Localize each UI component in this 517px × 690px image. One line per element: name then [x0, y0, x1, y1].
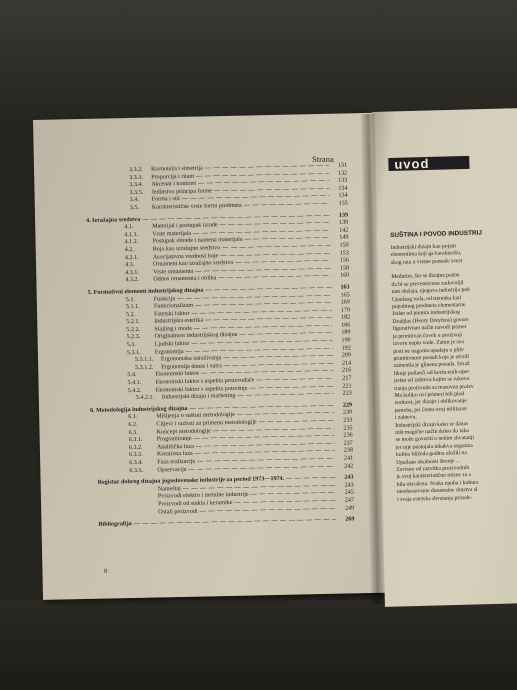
toc-entry-page: 245 — [344, 489, 354, 496]
toc-entry-title: Asocijativna vrednost boje — — — — [153, 250, 331, 261]
toc-entry-title: Mišljenja o suštini metodologije — — — — [156, 410, 334, 421]
text-line: realnost, jer dizajn i oblikovanje — [394, 398, 467, 407]
toc-entry-number: 5.3.1.1. — [134, 356, 154, 364]
toc-entry-page: 133 — [338, 177, 348, 184]
toc-entry-page: 269 — [345, 516, 355, 523]
toc-entry-title: Estetski faktor — — — — [154, 308, 332, 319]
toc-entry-title: Analitička faza — — — — [157, 441, 335, 452]
toc-entry-title: Forma i stil — — — — [152, 193, 330, 204]
section-heading: SUŠTINA I POVOD INDUSTRIJ — [390, 229, 483, 240]
toc-entry-title: Ornament kao izražajno sredstvo — — — — [153, 258, 331, 269]
toc-entry-title: Ekonomski faktor — — — — [155, 368, 333, 379]
toc-entry-number: 5.3.1. — [126, 349, 141, 356]
text-line: potreba, pri čemu ovaj utilitaran — [394, 405, 467, 414]
toc-entry-number — [130, 498, 158, 499]
text-line: likuje poliaeči od koriscenih-oper — [393, 368, 470, 377]
toc-entry-title: Materijal i postupak izrade — — — — [152, 220, 330, 231]
toc-entry-page: 216 — [342, 367, 352, 375]
text-line: i svaja estetska shvatanja prirode. — [397, 494, 473, 503]
toc-entry-page: 139 — [339, 219, 349, 226]
toc-entry-number: 4.1. — [124, 224, 134, 231]
toc-entry-number: 3.3.5. — [129, 189, 144, 196]
text-line: pojedinog predmeta elementarne — [392, 302, 466, 311]
toc-entry-title: Opservacija — — — — [157, 463, 335, 474]
toc-entry-number: 4.2. — [124, 246, 134, 254]
text-line: se može govoriti o nekim shvatanji — [395, 435, 475, 444]
toc-entry-page: 163 — [340, 284, 350, 291]
toc-entry-title: Ljudski faktor — — — — [155, 338, 333, 349]
text-line: skog rata u vreme pomaže svest — [390, 257, 463, 266]
text-line: je primitivan čovek u proizvoji — [392, 331, 463, 340]
toc-entry-number: 4.3.1. — [125, 269, 139, 276]
toc-entry-title: Ergonomija danas i sutra — — — — [161, 361, 333, 372]
toc-entry-page: 142 — [339, 227, 349, 234]
text-line: Industrijski dizajn kao pojam — [390, 243, 457, 251]
toc-entry-page: 179 — [340, 307, 351, 314]
toc-entry-page: 235 — [343, 425, 353, 432]
toc-entry-number: 5.1. — [125, 296, 135, 303]
toc-entry-page: 189 — [341, 329, 351, 337]
toc-entry-title: Industrijska estetika — — — — [154, 315, 332, 326]
toc-entry-number — [130, 513, 158, 514]
text-line: Upadaog roda, od trenutka kad — [391, 294, 462, 303]
text-line: Jedan od pionira industrijskog — [392, 309, 460, 318]
text-line: primitivnom posudi koja je otvrdl — [393, 353, 470, 362]
toc-entry-number: 5.4.1. — [127, 379, 142, 387]
toc-entry-page: 242 — [344, 463, 354, 470]
text-line: bila okrožena. Svaka epoha i kultura — [396, 479, 479, 488]
toc-entry-title: Ekonomski faktor s aspekta potrošnje — — — — [156, 383, 334, 394]
table-of-contents — [85, 163, 355, 530]
toc-entry-number: 3.3.3. — [129, 174, 143, 181]
text-line: elementima koji ga karakterišu, — [390, 250, 462, 259]
toc-entry-title: Proizvodi elektro i metalne industrije — — — — [158, 490, 336, 501]
toc-entry-title: Boja kao izražajno sredstvo — — — — [153, 243, 331, 254]
toc-entry-page: 243 — [344, 482, 354, 489]
toc-entry-number: 6.1. — [128, 414, 138, 421]
text-line: Industrijski dizajn kako se danas — [395, 420, 469, 429]
toc-entry-page: 238 — [343, 447, 354, 455]
toc-entry-page: 230 — [342, 409, 353, 417]
toc-entry-number: 4. — [86, 217, 91, 224]
toc-entry-page: 214 — [341, 360, 352, 367]
toc-entry-number: 3.3.4. — [129, 181, 144, 189]
toc-entry-page: 223 — [342, 390, 352, 397]
toc-entry-number: 5.1.1. — [125, 303, 140, 311]
toc-entry-title: Originalnost industrijskog dizajna — — — — [154, 330, 332, 341]
toc-entry-title: Izražajna sredstva — — — — [92, 212, 330, 225]
toc-entry-number — [130, 505, 158, 506]
toc-entry-title: Akcenat i kontrast — — — — [151, 178, 329, 189]
right-page-content — [388, 146, 517, 504]
toc-entry-number: 4.3.2. — [125, 277, 140, 284]
text-line: Međutim, što se dizajna pozna — [391, 272, 460, 281]
text-line: Zavisno od razvitka proizvodnih — [396, 464, 470, 473]
toc-entry-page: 221 — [342, 383, 352, 390]
toc-entry-number: 4.1.1. — [124, 231, 139, 238]
toc-entry-page: 186 — [341, 322, 351, 329]
toc-entry-title: Ergonomija — — — — [155, 346, 333, 357]
text-line: jedan od zahteva kojim se rukovo — [393, 376, 470, 385]
toc-entry-title: Funkcija — — — — [154, 292, 332, 303]
text-line: da bi se prevenstveno zadovoljil — [391, 279, 464, 288]
toc-entry-number: 4.2.1. — [124, 254, 139, 261]
toc-entry-number: 5.2.2. — [126, 326, 141, 334]
toc-entry-title: Nameštaj — — — — [158, 483, 336, 494]
toc-entry-number: 5.4. — [127, 372, 137, 379]
toc-entry-title: Stajling i moda — — — — [154, 323, 332, 334]
toc-entry-page: 182 — [340, 314, 351, 321]
toc-entry-title: Ravnoteža i simetrija — — — — [151, 163, 329, 174]
toc-entry-number: 5.4.2. — [127, 387, 142, 394]
toc-entry-number: 6.3. — [128, 429, 138, 436]
toc-entry-number: 6. — [90, 407, 95, 414]
text-line: Ma koliko ovi primeri bili plod — [394, 391, 465, 399]
toc-entry-page: 165 — [340, 291, 350, 299]
text-line: Upadaao okolnosti širenje ... — [396, 457, 461, 466]
toc-entry-page: 139 — [338, 212, 349, 219]
toc-entry-title: Odnos ornamenta i oblika — — — — [153, 273, 331, 284]
toc-entry-title: Proporcija i ritam — — — — [151, 170, 329, 181]
toc-entry-page: 192 — [341, 345, 351, 352]
toc-entry-title: Vrste ornamenta — — — — [153, 266, 331, 277]
toc-entry-page: 135 — [338, 200, 348, 207]
toc-entry-number: 5.2.3. — [126, 334, 141, 341]
toc-entry-page: 241 — [343, 455, 354, 462]
toc-entry-title: Faza realizacije — — — — [157, 456, 335, 467]
toc-entry-title: Industrijski dizajn i marketing — — — — [162, 391, 334, 402]
toc-entry-title: Ciljevi i razlozi za primenu metodologije — — — — [156, 418, 334, 429]
page-number: 8 — [103, 567, 108, 576]
toc-entry-page: 132 — [337, 170, 348, 177]
toc-entry-page: 169 — [340, 299, 350, 306]
toc-entry-page: 160 — [340, 272, 350, 279]
text-line: prsti ne nagoma upadaju u plitv — [393, 346, 465, 355]
text-line: neodaraovanie doramaine drustva sl — [396, 486, 478, 496]
toc-entry-title: Jedinstvo principa forme — — — — [151, 186, 329, 197]
text-line: tranja proizvoda sa masovna proizv — [394, 383, 474, 392]
background-bottom — [0, 600, 517, 690]
page-column-label: Strana — [312, 154, 334, 164]
toc-entry-page: 243 — [344, 474, 354, 481]
text-line: izvoru napio vode. Zatim je sva — [393, 339, 464, 348]
text-line: je svoj karakteristično mizne za s — [396, 472, 472, 481]
text-line: zamenila je glinena posuda. Istraž — [393, 361, 470, 370]
toc-entry-number: 3.4. — [129, 197, 139, 204]
toc-entry-number: 3.3.2. — [128, 166, 143, 174]
text-line: jer nije postojala nikakva organiza — [395, 442, 473, 451]
toc-entry-page: 153 — [339, 250, 349, 257]
toc-entry-page: 134 — [338, 185, 348, 192]
text-line: tam služaja, njegova industrija poh — [391, 287, 470, 296]
toc-entry-page: 156 — [339, 257, 350, 264]
toc-entry-title: Kreativna faza — — — — [157, 448, 335, 459]
chapter-title: uvod — [388, 156, 469, 172]
toc-entry-number: 4.1.2. — [124, 239, 139, 246]
toc-entry-title: Ergonomska istraživanja — — — — [161, 353, 333, 364]
toc-entry-page: 237 — [343, 440, 353, 447]
toc-entry-page: 149 — [339, 234, 349, 242]
toc-entry-title: Koncept metodologije — — — — [156, 425, 334, 436]
body-text — [390, 241, 517, 504]
toc-entry-number: 4.3. — [124, 262, 135, 269]
toc-entry-title: Karakteristične vrste formi predmeta — — — — [152, 201, 330, 212]
toc-entry-page: 249 — [344, 504, 355, 512]
toc-entry-page: 150 — [339, 242, 349, 249]
text-line: Dražjlas (Henry Dreyfuss) govore — [392, 316, 469, 325]
toc-entry-title: Registar dobrog dizajna jugoslovenske industrije za period 1973—1974. — — — — [98, 475, 336, 488]
toc-entry-number: 3.5. — [129, 204, 140, 212]
toc-entry-page: 131 — [337, 162, 348, 169]
toc-entry-page: 134 — [338, 192, 348, 200]
toc-entry-number: 6.3.4. — [129, 459, 143, 467]
toc-entry-page: 217 — [342, 375, 352, 382]
toc-entry-title: Bibliografija — — — — [98, 517, 336, 530]
toc-entry-title: Ostali proizvodi — — — — [158, 505, 336, 516]
toc-entry-number — [130, 490, 158, 491]
toc-entry-title: Funkcionalizam — — — — [154, 300, 332, 311]
toc-entry-page: 158 — [339, 265, 350, 272]
toc-entry-number: 6.2. — [128, 421, 138, 429]
toc-entry-title: Vrste materijala — — — — [152, 228, 330, 239]
toc-entry-title: Formativni elementi industrijskog dizajna — — — — [94, 285, 332, 298]
toc-entry-number: 5.2. — [126, 311, 136, 318]
toc-entry-page: 236 — [343, 432, 353, 439]
toc-entry-number: 5. — [87, 289, 93, 296]
toc-entry-page: 229 — [342, 402, 353, 409]
toc-entry-title: Metodologija industrijskog dizajna — — — — [96, 403, 334, 416]
text-line: i zahtevu. — [394, 414, 417, 422]
toc-entry-number: 5.3. — [126, 342, 136, 349]
toc-entry-page: 247 — [344, 497, 355, 504]
toc-entry-number: 6.3.3. — [128, 452, 143, 459]
toc-entry-page: 190 — [341, 337, 351, 344]
toc-entry-number: 5.4.2.1. — [135, 394, 155, 402]
toc-entry-page: 233 — [343, 417, 353, 424]
toc-entry-title: Postupak obrade i namena materijala — — — — [153, 235, 331, 246]
toc-entry-number: 6.3.2. — [128, 444, 143, 451]
text-line: figurativnan način navodi primer — [392, 324, 467, 333]
toc-entry-number: 6.3.5. — [129, 467, 144, 474]
text-line: koliko bližeda godina uložili na — [395, 450, 467, 459]
toc-entry-page: 209 — [341, 352, 352, 359]
toc-entry-number: 6.3.1. — [128, 437, 143, 444]
toc-entry-number: 5.3.1.2. — [135, 364, 154, 371]
text-line: ništ magične način doleo do taka — [395, 427, 469, 436]
toc-entry-title: Ekonomski faktor s aspekta proizvođače — — — — [155, 376, 333, 387]
toc-entry-title: Programiranje — — — — [157, 433, 335, 444]
toc-entry-title: Proizvodi od stakla i keramike — — — — [158, 498, 336, 509]
toc-entry-number: 5.2.1. — [126, 319, 141, 326]
